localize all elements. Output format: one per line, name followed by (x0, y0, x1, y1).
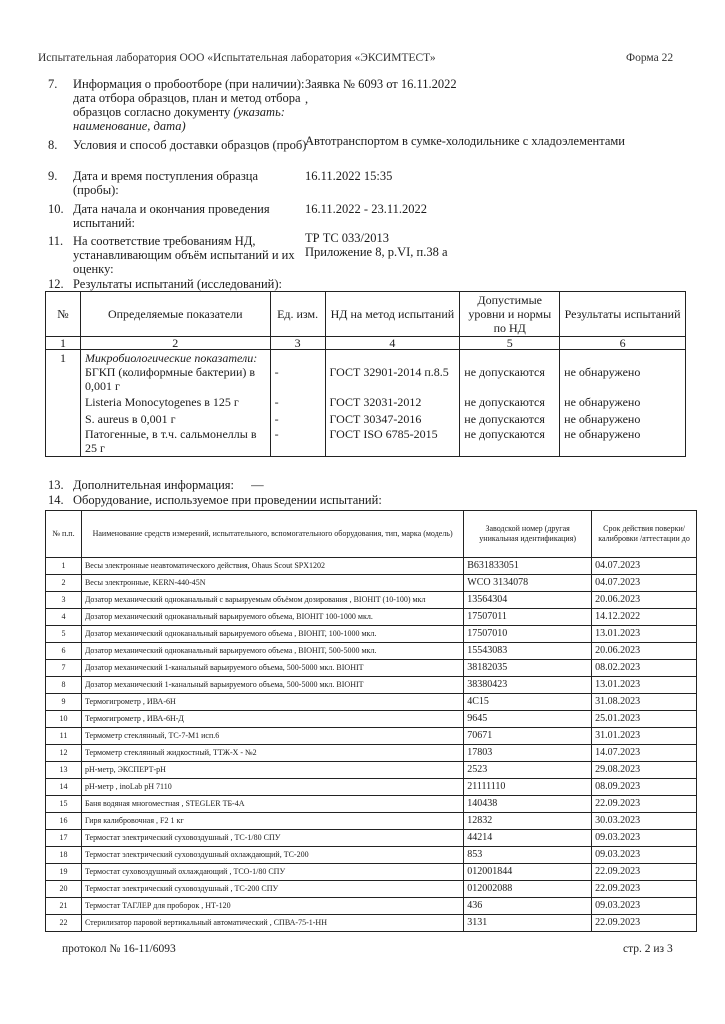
equipment-name: Термогигрометр , ИВА-6Н-Д (81, 711, 463, 728)
item-7-value: Заявка № 6093 от 16.11.2022 (305, 77, 457, 91)
row-number: 1 (46, 350, 81, 457)
row-number: 15 (46, 796, 82, 813)
item-label-italic: (указать: наименование, дата) (73, 105, 285, 133)
valid-until: 14.12.2022 (592, 609, 697, 626)
valid-until: 08.02.2023 (592, 660, 697, 677)
serial-number: 140438 (464, 796, 592, 813)
equipment-name: Дозатор механический одноканальный варьируемого объема , BIOHIT, 500-5000 мкл. (81, 643, 463, 660)
row-number: 13 (46, 762, 82, 779)
equipment-row (46, 711, 697, 728)
equipment-name: Баня водяная многоместная , STEGLER ТБ-4А (81, 796, 463, 813)
equipment-row (46, 558, 697, 575)
serial-number: 17507010 (464, 626, 592, 643)
norm: не допускаются (464, 395, 545, 409)
valid-until: 04.07.2023 (592, 558, 697, 575)
equipment-name: Гиря калибровочная , F2 1 кг (81, 813, 463, 830)
row-number: 12 (46, 745, 82, 762)
row-number: 16 (46, 813, 82, 830)
col-num: 6 (560, 337, 686, 350)
group-label: Микробиологические показатели: (84, 351, 258, 365)
norm: не допускаются (464, 427, 545, 441)
equipment-row (46, 830, 697, 847)
serial-number: 13564304 (464, 592, 592, 609)
results-header-row (46, 292, 686, 337)
item-label: Дополнительная информация: (73, 478, 234, 492)
indicator-name: Патогенные, в т.ч. сальмонеллы в 25 г (84, 427, 257, 455)
methods-cell (325, 350, 460, 457)
equipment-row (46, 898, 697, 915)
unit: - (274, 412, 279, 426)
valid-until: 29.08.2023 (592, 762, 697, 779)
norms-cell (460, 350, 560, 457)
method: ГОСТ 32901-2014 п.8.5 (329, 365, 449, 379)
header-cell: Допустимые уровни и нормы по НД (460, 292, 560, 337)
item-number: 10. (48, 202, 64, 216)
item-number: 7. (48, 77, 58, 91)
equipment-row (46, 592, 697, 609)
indicators-cell (80, 350, 270, 457)
equipment-name: pH-метр, ЭКСПЕРТ-pH (81, 762, 463, 779)
equipment-name: Термогигрометр , ИВА-6Н (81, 694, 463, 711)
row-number: 8 (46, 677, 82, 694)
serial-number: 9645 (464, 711, 592, 728)
equipment-name: Термостат электрический суховоздушный , ТС-1/80 СПУ (81, 830, 463, 847)
valid-until: 22.09.2023 (592, 864, 697, 881)
item-number: 14. (48, 493, 64, 507)
lab-header: Испытательная лаборатория ООО «Испытательная лаборатория «ЭКСИМТЕСТ» (38, 52, 436, 64)
header-cell: Наименование средств измерений, испытательного, вспомогательного оборудования, тип, марка (модель) (81, 511, 463, 558)
valid-until: 22.09.2023 (592, 915, 697, 932)
norm: не допускаются (464, 365, 545, 379)
item-label: Условия и способ доставки образцов (проб) (73, 138, 307, 152)
equipment-row (46, 643, 697, 660)
result: не обнаружено (564, 427, 641, 441)
item-label: Дата начала и окончания проведения испытаний: (73, 202, 270, 230)
row-number: 1 (46, 558, 82, 575)
valid-until: 22.09.2023 (592, 881, 697, 898)
protocol-number: протокол № 16-11/6093 (62, 943, 176, 955)
equipment-row (46, 813, 697, 830)
valid-until: 30.03.2023 (592, 813, 697, 830)
valid-until: 14.07.2023 (592, 745, 697, 762)
row-number: 19 (46, 864, 82, 881)
serial-number: 38182035 (464, 660, 592, 677)
row-number: 6 (46, 643, 82, 660)
equipment-name: Дозатор механический одноканальный с варьируемым объёмом дозирования , BIOHIT (10-100) мкл (81, 592, 463, 609)
row-number: 20 (46, 881, 82, 898)
row-number: 22 (46, 915, 82, 932)
form-number: Форма 22 (626, 52, 674, 64)
col-num: 4 (325, 337, 460, 350)
equipment-name: Термостат электрический суховоздушный , ТС-200 СПУ (81, 881, 463, 898)
equipment-name: Термометр стеклянный жидкостный, ТТЖ-Х - №2 (81, 745, 463, 762)
indicator-name: S. aureus в 0,001 г (84, 412, 176, 426)
valid-until: 09.03.2023 (592, 898, 697, 915)
unit: - (274, 365, 279, 379)
result: не обнаружено (564, 395, 641, 409)
equipment-name: Термостат суховоздушный охлаждающий , ТСО-1/80 СПУ (81, 864, 463, 881)
item-label: Оборудование, используемое при проведении испытаний: (73, 493, 382, 507)
col-num: 2 (80, 337, 270, 350)
item-label: На соответствие требованиям НД, устанавливающим объём испытаний и их оценку: (73, 234, 295, 276)
equipment-row (46, 915, 697, 932)
serial-number: 4C15 (464, 694, 592, 711)
equipment-row (46, 779, 697, 796)
header-cell: Заводской номер (другая уникальная идентификация) (464, 511, 592, 558)
results-data-row (46, 350, 686, 457)
results-cell (560, 350, 686, 457)
header-cell: № (46, 292, 81, 337)
row-number: 5 (46, 626, 82, 643)
row-number: 21 (46, 898, 82, 915)
serial-number: 70671 (464, 728, 592, 745)
method: ГОСТ 32031-2012 (329, 395, 422, 409)
serial-number: 38380423 (464, 677, 592, 694)
serial-number: 15543083 (464, 643, 592, 660)
valid-until: 09.03.2023 (592, 847, 697, 864)
valid-until: 08.09.2023 (592, 779, 697, 796)
item-11-value-2: Приложение 8, р.VI, п.38 а (305, 245, 448, 259)
col-num: 1 (46, 337, 81, 350)
valid-until: 13.01.2023 (592, 677, 697, 694)
indicator-name: Listeria Monocytogenes в 125 г (84, 395, 239, 409)
equipment-name: pH-метр , inoLab pH 7110 (81, 779, 463, 796)
serial-number: 012002088 (464, 881, 592, 898)
item-number: 9. (48, 169, 58, 183)
header-cell: НД на метод испытаний (325, 292, 460, 337)
equipment-row (46, 677, 697, 694)
equipment-row (46, 694, 697, 711)
equipment-row (46, 626, 697, 643)
row-number: 11 (46, 728, 82, 745)
header-cell: Результаты испытаний (560, 292, 686, 337)
equipment-name: Термостат ТАГЛЕР для проборок , НТ-120 (81, 898, 463, 915)
item-11-value: ТР ТС 033/2013 (305, 231, 390, 245)
serial-number: B631833051 (464, 558, 592, 575)
column-number-row (46, 337, 686, 350)
equipment-name: Весы электронные неавтоматического действия, Ohaus Scout SPX1202 (81, 558, 463, 575)
item-label: Информация о пробоотборе (при наличии): дата отбора образцов, план и метод отбора образцов согласно документу (указать: наименование, дата) (73, 77, 305, 133)
serial-number: 17507011 (464, 609, 592, 626)
serial-number: 21111110 (464, 779, 592, 796)
serial-number: 2523 (464, 762, 592, 779)
valid-until: 09.03.2023 (592, 830, 697, 847)
valid-until: 20.06.2023 (592, 643, 697, 660)
valid-until: 04.07.2023 (592, 575, 697, 592)
equipment-row (46, 864, 697, 881)
equipment-name: Дозатор механический 1-канальный варьируемого объема, 500-5000 мкл. BIOHIT (81, 677, 463, 694)
method: ГОСТ 30347-2016 (329, 412, 422, 426)
item-number: 12. (48, 277, 64, 291)
unit: - (274, 395, 279, 409)
equipment-name: Дозатор механический 1-канальный варьируемого объема, 500-5000 мкл. BIOHIT (81, 660, 463, 677)
serial-number: 853 (464, 847, 592, 864)
equipment-row (46, 609, 697, 626)
serial-number: WCO 3134078 (464, 575, 592, 592)
valid-until: 31.01.2023 (592, 728, 697, 745)
equipment-row (46, 881, 697, 898)
equipment-row (46, 762, 697, 779)
valid-until: 22.09.2023 (592, 796, 697, 813)
equipment-row (46, 796, 697, 813)
item-label: Дата и время поступления образца (пробы): (73, 169, 258, 197)
header-cell: № п.п. (46, 511, 82, 558)
result: не обнаружено (564, 365, 641, 379)
equipment-row (46, 847, 697, 864)
equipment-name: Термометр стеклянный, ТС-7-М1 исп.6 (81, 728, 463, 745)
equipment-name: Дозатор механический одноканальный варьируемого объема , BIOHIT, 100-1000 мкл. (81, 626, 463, 643)
item-label: Результаты испытаний (исследований): (73, 277, 283, 291)
equipment-name: Стерилизатор паровой вертикальный автоматический , СПВА-75-1-НН (81, 915, 463, 932)
equipment-table (45, 510, 697, 932)
serial-number: 012001844 (464, 864, 592, 881)
valid-until: 20.06.2023 (592, 592, 697, 609)
equipment-name: Дозатор механический одноканальный варьируемого объема, BIOHIT 100-1000 мкл. (81, 609, 463, 626)
equipment-row (46, 575, 697, 592)
item-number: 8. (48, 138, 58, 152)
serial-number: 3131 (464, 915, 592, 932)
header-cell: Срок действия поверки/калибровки /аттестации до (592, 511, 697, 558)
results-table (45, 291, 686, 457)
row-number: 10 (46, 711, 82, 728)
equipment-row (46, 728, 697, 745)
method: ГОСТ ISO 6785-2015 (329, 427, 438, 441)
equipment-name: Термостат электрический суховоздушный охлаждающий, ТС-200 (81, 847, 463, 864)
item-number: 13. (48, 478, 64, 492)
item-number: 11. (48, 234, 64, 248)
header-cell: Определяемые показатели (80, 292, 270, 337)
item-value: — (251, 478, 264, 492)
row-number: 3 (46, 592, 82, 609)
serial-number: 44214 (464, 830, 592, 847)
valid-until: 31.08.2023 (592, 694, 697, 711)
serial-number: 17803 (464, 745, 592, 762)
row-number: 17 (46, 830, 82, 847)
serial-number: 12832 (464, 813, 592, 830)
col-num: 3 (270, 337, 325, 350)
equipment-name: Весы электронные, KERN-440-45N (81, 575, 463, 592)
indicator-name: БГКП (колиформные бактерии) в 0,001 г (84, 365, 256, 393)
item-8-value: Автотранспортом в сумке-холодильнике с хладоэлементами (305, 134, 625, 148)
row-number: 14 (46, 779, 82, 796)
valid-until: 13.01.2023 (592, 626, 697, 643)
valid-until: 25.01.2023 (592, 711, 697, 728)
row-number: 4 (46, 609, 82, 626)
row-number: 9 (46, 694, 82, 711)
norm: не допускаются (464, 412, 545, 426)
row-number: 7 (46, 660, 82, 677)
page-number: стр. 2 из 3 (623, 943, 673, 955)
header-cell: Ед. изм. (270, 292, 325, 337)
row-number: 2 (46, 575, 82, 592)
serial-number: 436 (464, 898, 592, 915)
item-10-value: 16.11.2022 - 23.11.2022 (305, 202, 427, 216)
equipment-row (46, 660, 697, 677)
equipment-header-row (46, 511, 697, 558)
col-num: 5 (460, 337, 560, 350)
unit: - (274, 427, 279, 441)
item-7-value-2: , (305, 92, 309, 106)
row-number: 18 (46, 847, 82, 864)
result: не обнаружено (564, 412, 641, 426)
item-9-value: 16.11.2022 15:35 (305, 169, 393, 183)
equipment-row (46, 745, 697, 762)
units-cell (270, 350, 325, 457)
